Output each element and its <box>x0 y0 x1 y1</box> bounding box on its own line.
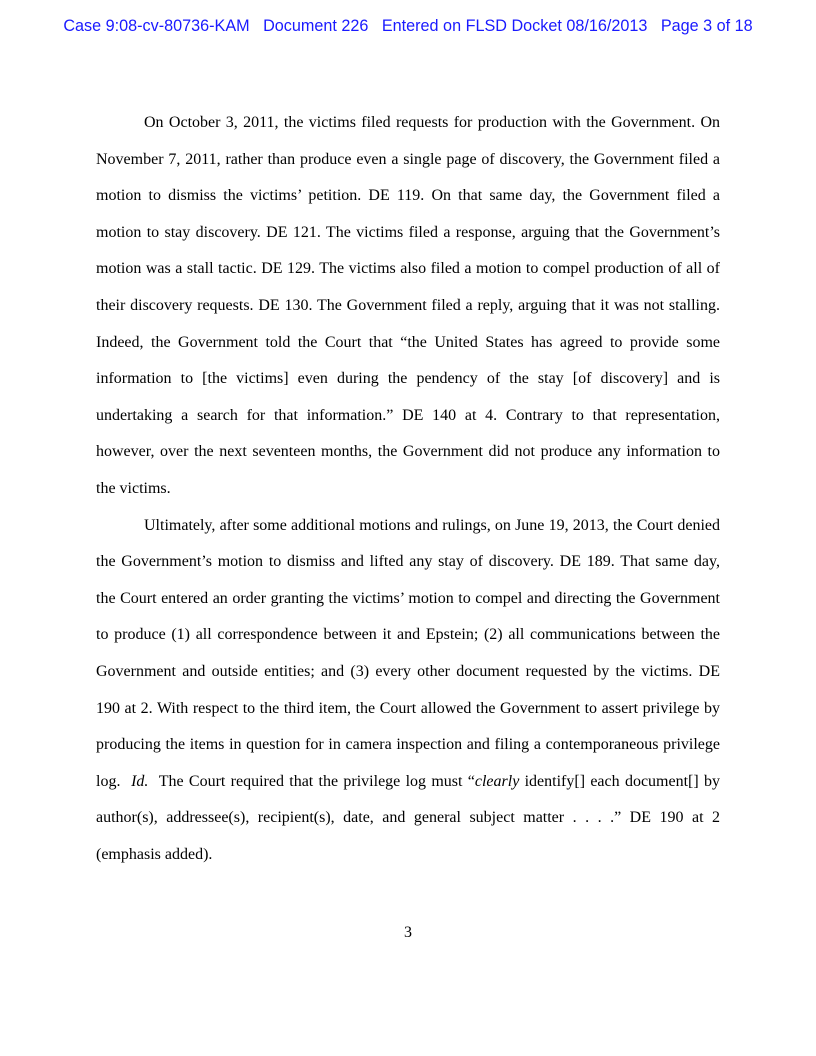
text-span: log. <box>96 772 132 790</box>
text-line: Indeed, the Government told the Court that “the United States has agreed to provide some <box>96 333 720 351</box>
text-line: the victims. <box>96 479 171 497</box>
text-line: motion to stay discovery. DE 121. The victims filed a response, arguing that the Government’s <box>96 223 720 241</box>
text-line: undertaking a search for that information.” DE 140 at 4. Contrary to that representation, <box>96 406 720 424</box>
document-body <box>96 113 720 881</box>
text-line: (emphasis added). <box>96 845 213 863</box>
paragraph-1 <box>96 113 720 516</box>
text-line: motion was a stall tactic. DE 129. The victims also filed a motion to compel production of all of <box>96 260 720 278</box>
citation-id: Id. <box>131 772 149 790</box>
text-line: motion to dismiss the victims’ petition. DE 119. On that same day, the Government filed a <box>96 187 720 205</box>
text-line: to produce (1) all correspondence between it and Epstein; (2) all communications between the <box>96 626 720 644</box>
text-line: however, over the next seventeen months, the Government did not produce any information to <box>96 443 720 461</box>
text-span: The Court required that the privilege log must “ <box>148 772 475 790</box>
text-line: On October 3, 2011, the victims filed requests for production with the Government. On <box>144 114 720 131</box>
text-line: November 7, 2011, rather than produce even a single page of discovery, the Government filed a <box>96 150 720 168</box>
text-line: Government and outside entities; and (3) every other document requested by the victims. DE <box>96 662 720 680</box>
text-span: identify[] each document[] by <box>519 772 720 790</box>
text-line: information to [the victims] even during the pendency of the stay [of discovery] and is <box>96 370 720 388</box>
text-line: Ultimately, after some additional motions and rulings, on June 19, 2013, the Court denied <box>144 516 720 534</box>
text-line: the Court entered an order granting the victims’ motion to compel and directing the Government <box>96 589 720 607</box>
text-line: author(s), addressee(s), recipient(s), date, and general subject matter . . . .” DE 190 at 2 <box>96 809 720 827</box>
text-line: their discovery requests. DE 130. The Government filed a reply, arguing that it was not stalling. <box>96 296 720 314</box>
text-line: producing the items in question for in camera inspection and filing a contemporaneous privilege <box>96 736 720 754</box>
docket-header: Case 9:08-cv-80736-KAM Document 226 Entered on FLSD Docket 08/16/2013 Page 3 of 18 <box>63 17 753 35</box>
page-number: 3 <box>404 924 412 941</box>
text-line <box>96 772 720 809</box>
paragraph-2 <box>96 516 720 882</box>
emphasis-clearly: clearly <box>474 772 520 790</box>
text-line: the Government’s motion to dismiss and lifted any stay of discovery. DE 189. That same day, <box>96 553 720 571</box>
text-line: 190 at 2. With respect to the third item, the Court allowed the Government to assert privilege by <box>96 699 720 717</box>
